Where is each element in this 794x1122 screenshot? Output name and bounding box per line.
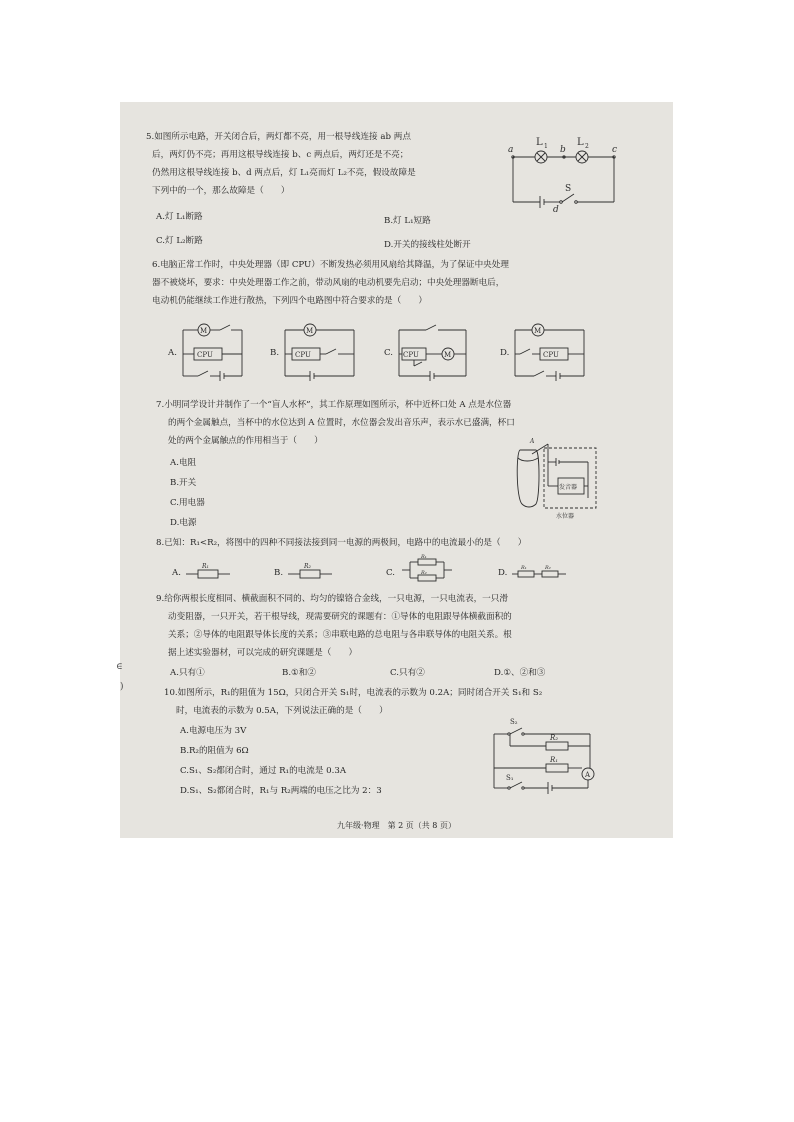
q6-circuit-c: [396, 320, 476, 382]
svg-text:R₁: R₁: [421, 554, 427, 560]
q8-config-b: [288, 562, 338, 582]
q7-option-a[interactable]: A.电阻: [170, 458, 197, 468]
svg-text:CPU: CPU: [295, 351, 311, 359]
label-r2: R₂: [550, 734, 559, 742]
q7-line-1: 7.小明同学设计并制作了一个“盲人水杯”，其工作原理如图所示，杯中近杯口处 A 点是水位器: [156, 400, 512, 410]
svg-text:R₂: R₂: [421, 570, 427, 576]
q8-stem: 8.已知：R₁<R₂，将图中的四种不同接法接到同一电源的两极间，电路中的电流最小的是（ ）: [156, 538, 527, 548]
q6-circuit-b: [282, 320, 362, 382]
q9-line-3: 关系；②导体的电阻跟导体长度的关系；③串联电路的总电阻与各串联导体的电阻关系。根: [168, 630, 512, 640]
q10-circuit-diagram: [490, 714, 600, 796]
q9-line-4: 据上述实验器材，可以完成的研究课题是（ ）: [168, 648, 358, 658]
q10-option-b[interactable]: B.R₂的阻值为 6Ω: [180, 746, 249, 756]
q8-option-d[interactable]: D.: [498, 568, 508, 578]
q6-option-b[interactable]: B.: [270, 348, 280, 358]
margin-mark-1: ∈: [116, 662, 123, 672]
svg-text:M: M: [200, 327, 208, 335]
q5-line-1: 5.如图所示电路，开关闭合后，两灯都不亮，用一根导线连接 ab 两点: [146, 132, 411, 142]
q5-option-d[interactable]: D.开关的接线柱处断开: [384, 240, 471, 250]
q10-option-d[interactable]: D.S₁、S₂都闭合时，R₁与 R₂两端的电压之比为 2：3: [180, 786, 382, 796]
q6-option-d[interactable]: D.: [500, 348, 510, 358]
svg-text:CPU: CPU: [543, 351, 559, 359]
q9-option-c[interactable]: C.只有②: [390, 668, 425, 678]
label-ammeter: A: [585, 771, 591, 779]
q7-option-c[interactable]: C.用电器: [170, 498, 205, 508]
q6-line-3: 电动机仍能继续工作进行散热，下列四个电路图中符合要求的是（ ）: [152, 296, 428, 306]
svg-text:R₁: R₁: [521, 565, 527, 571]
margin-mark-2: ): [120, 682, 124, 692]
label-d: d: [553, 205, 559, 215]
q8-config-d-series: [512, 562, 572, 582]
q5-option-c[interactable]: C.灯 L₂断路: [156, 236, 203, 246]
q6-option-c[interactable]: C.: [384, 348, 394, 358]
label-l1: L: [536, 137, 543, 148]
q6-option-a[interactable]: A.: [168, 348, 177, 358]
svg-text:R₁: R₁: [202, 563, 209, 570]
q10-option-c[interactable]: C.S₁、S₂都闭合时，通过 R₁的电流是 0.3A: [180, 766, 347, 776]
resistor-r1: [546, 764, 568, 772]
svg-text:R₂: R₂: [545, 565, 551, 571]
label-s1: S₁: [506, 774, 514, 782]
label-l2-sub: 2: [585, 143, 589, 150]
label-a-point: A: [530, 438, 535, 445]
label-c: c: [612, 145, 618, 155]
q9-option-d[interactable]: D.①、②和③: [494, 668, 546, 678]
q6-line-2: 器不被烧坏，要求：中央处理器工作之前，带动风扇的电动机要先启动；中央处理器断电后，: [152, 278, 505, 288]
label-l2: L: [577, 137, 584, 148]
svg-text:CPU: CPU: [197, 351, 213, 359]
svg-text:M: M: [306, 327, 314, 335]
q7-line-2: 的两个金属触点，当杯中的水位达到 A 位置时，水位器会发出音乐声，表示水已盛满，杯口: [168, 418, 515, 428]
q5-line-3: 仍然用这根导线连接 b、d 两点后，灯 L₁亮而灯 L₂不亮，假设故障是: [152, 168, 416, 178]
device-label: 发音器: [559, 484, 578, 491]
q5-circuit-diagram: [508, 132, 628, 215]
label-b: b: [560, 145, 566, 155]
q7-option-d[interactable]: D.电源: [170, 518, 197, 528]
svg-text:R₂: R₂: [304, 563, 311, 570]
q5-option-b[interactable]: B.灯 L₁短路: [384, 216, 431, 226]
label-a: a: [508, 145, 514, 155]
q9-option-a[interactable]: A.只有①: [170, 668, 205, 678]
exam-page: [120, 102, 673, 838]
q7-option-b[interactable]: B.开关: [170, 478, 197, 488]
q7-line-3: 处的两个金属触点的作用相当于（ ）: [168, 436, 323, 446]
q8-option-a[interactable]: A.: [172, 568, 181, 578]
q6-circuit-d: [512, 320, 592, 382]
svg-text:M: M: [444, 351, 452, 359]
resistor-r2: [546, 742, 568, 750]
q5-line-2: 后，两灯仍不亮；再用这根导线连接 b、c 两点后，两灯还是不亮；: [152, 150, 409, 160]
svg-text:M: M: [534, 327, 542, 335]
q9-line-1: 9.给你两根长度相同、横截面积不同的、均匀的镍铬合金线，一只电源，一只电流表，一只滑: [156, 594, 508, 604]
cup-icon: [517, 450, 539, 507]
q6-circuit-a: [180, 320, 250, 382]
svg-text:CPU: CPU: [403, 351, 419, 359]
q10-line-1: 10.如图所示，R₁的阻值为 15Ω，只闭合开关 S₁时，电流表的示数为 0.2A；同时闭合开关 S₁和 S₂: [164, 688, 543, 698]
q9-option-b[interactable]: B.①和②: [282, 668, 316, 678]
q6-line-1: 6.电脑正常工作时，中央处理器（即 CPU）不断发热必须用风扇给其降温，为了保证中央处理: [152, 260, 509, 270]
q5-line-4: 下列中的一个，那么故障是（ ）: [152, 186, 290, 196]
q8-config-a: [186, 562, 236, 582]
label-l1-sub: 1: [544, 143, 548, 150]
q5-option-a[interactable]: A.灯 L₁断路: [156, 212, 203, 222]
figure-caption: 水位器: [556, 513, 575, 520]
q8-config-c-parallel: [402, 554, 458, 584]
q8-option-c[interactable]: C.: [386, 568, 396, 578]
label-r1: R₁: [550, 756, 559, 764]
q10-option-a[interactable]: A.电源电压为 3V: [180, 726, 247, 736]
q9-line-2: 动变阻器，一只开关，若干根导线，现需要研究的课题有：①导体的电阻跟导体横截面积的: [168, 612, 512, 622]
q10-line-2: 时，电流表的示数为 0.5A，下列说法正确的是（ ）: [176, 706, 388, 716]
q8-option-b[interactable]: B.: [274, 568, 284, 578]
page-footer: 九年级·物理 第 2 页（共 8 页）: [337, 821, 456, 830]
q7-water-level-diagram: [512, 438, 602, 530]
label-s2: S₂: [510, 718, 518, 726]
label-s: S: [565, 184, 572, 194]
